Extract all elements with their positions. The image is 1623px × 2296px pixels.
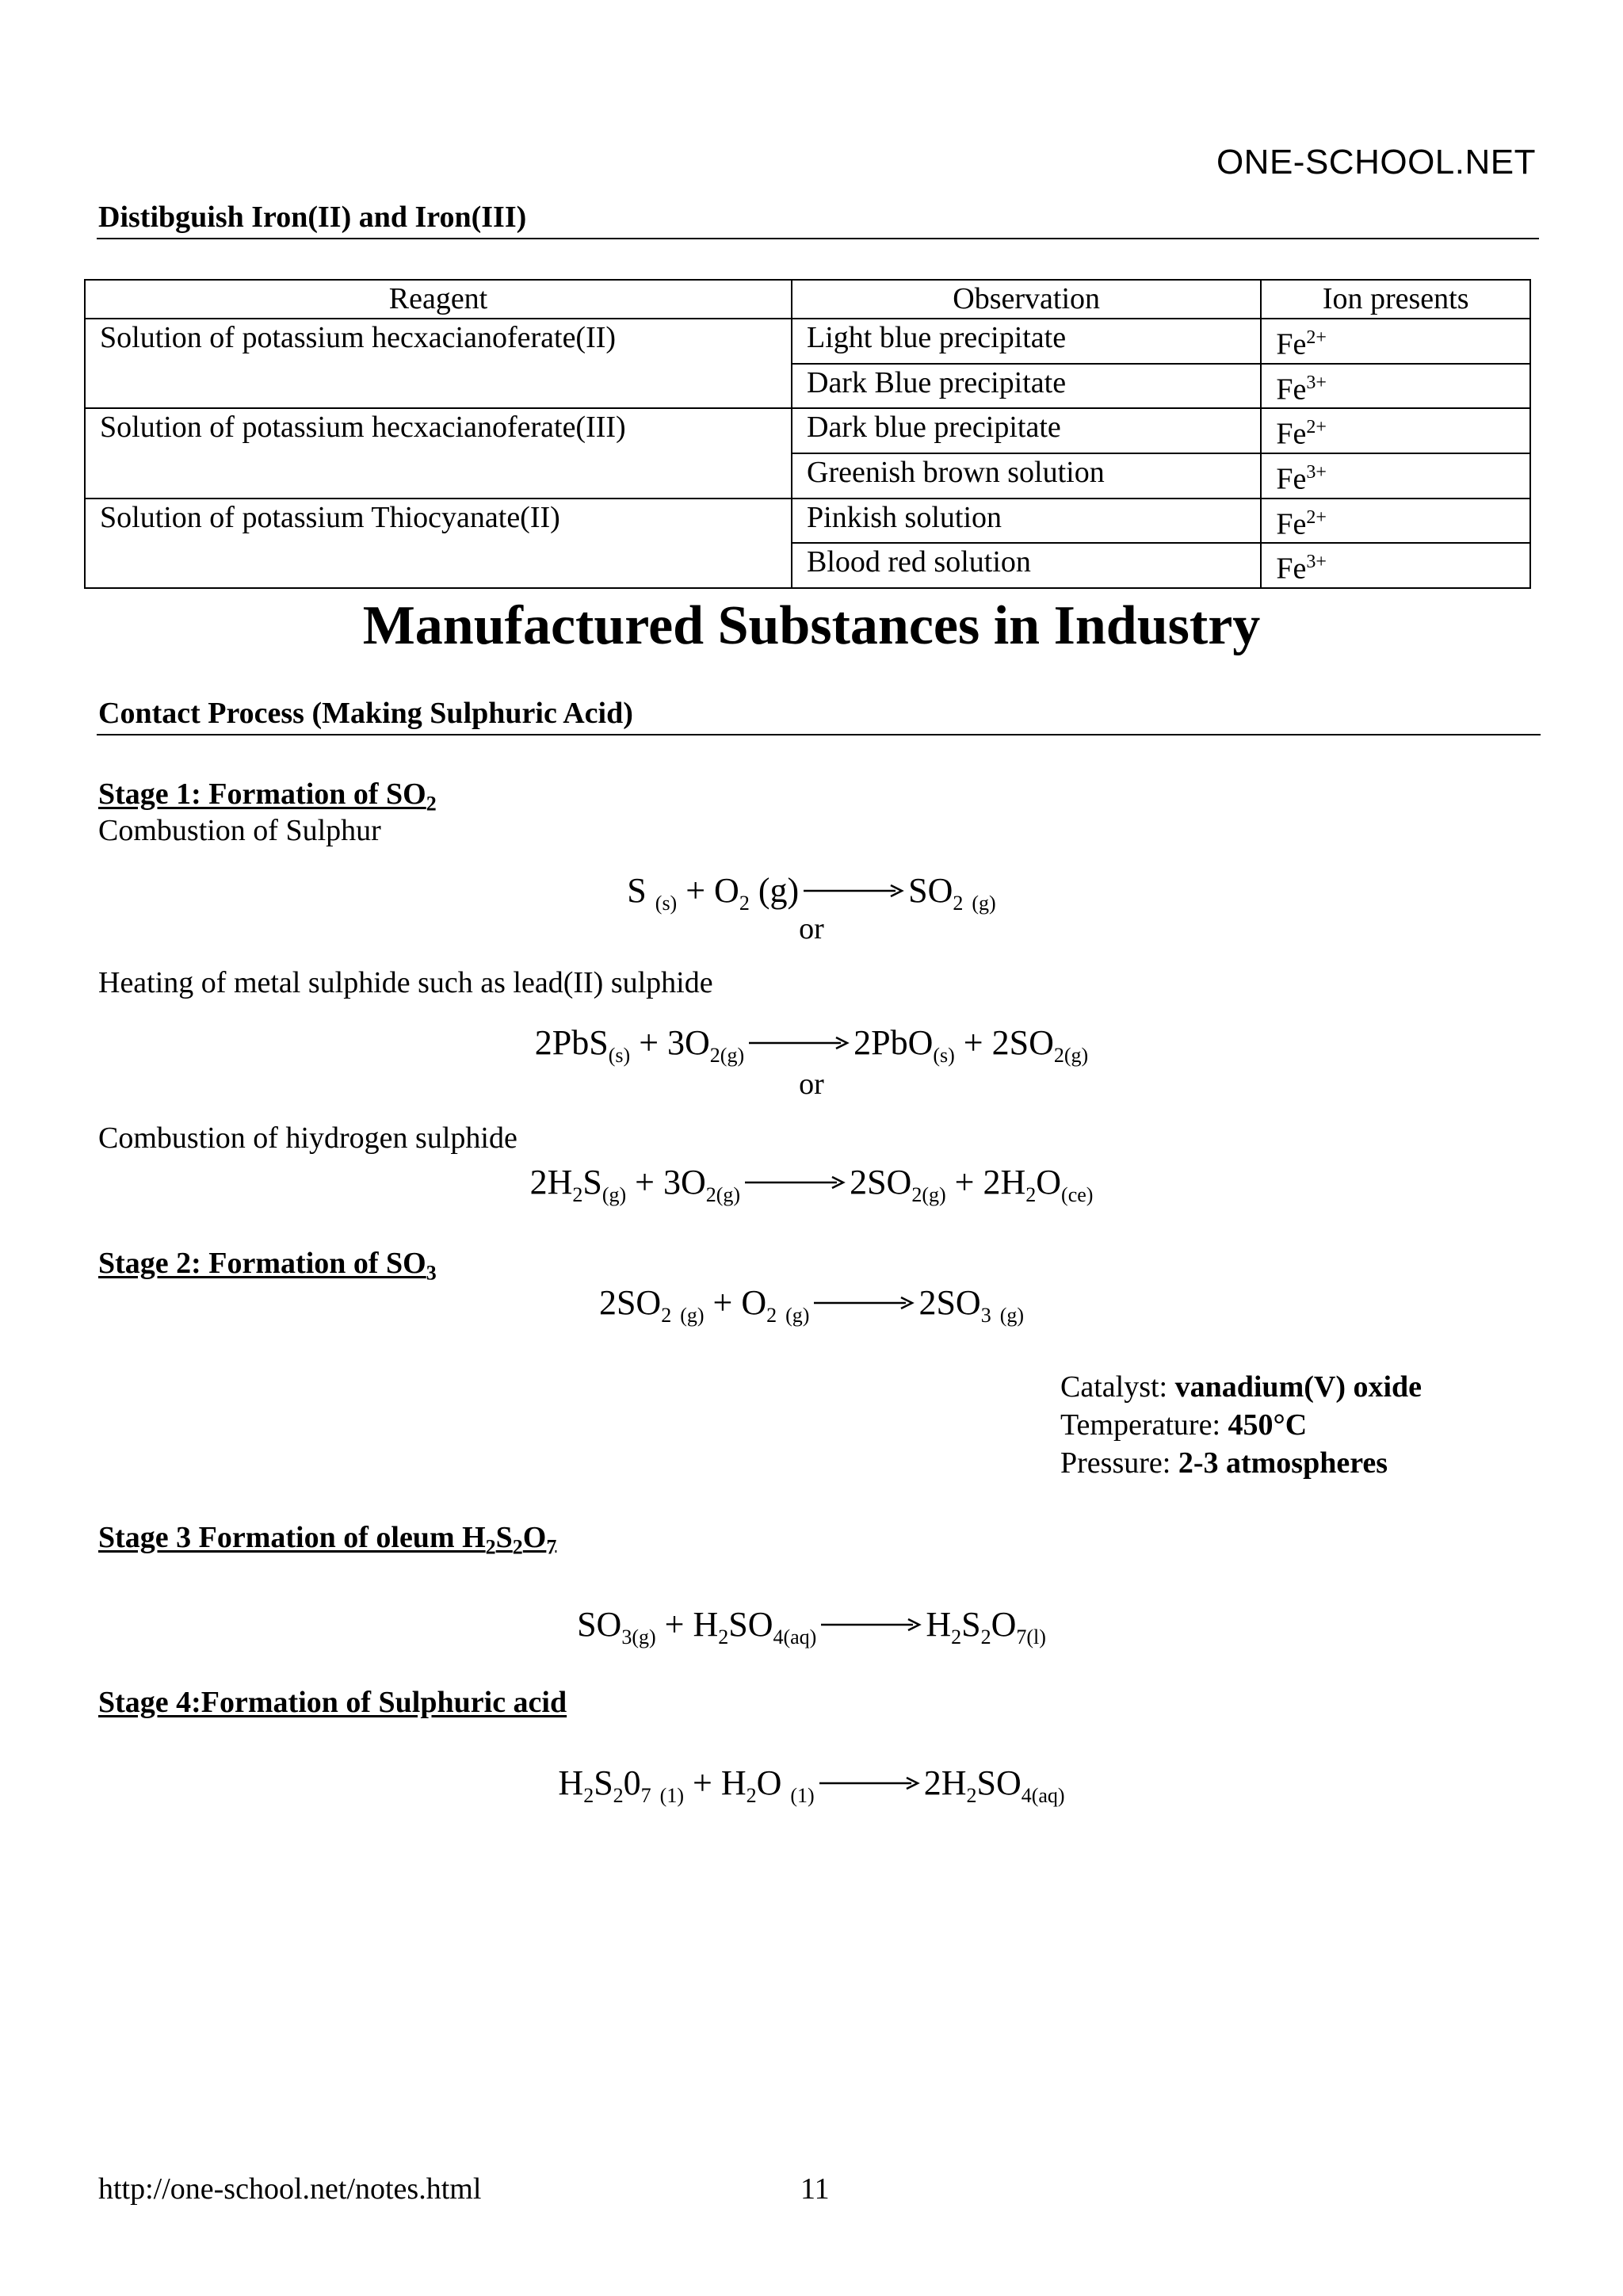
catalyst-label: Catalyst: [1060, 1370, 1175, 1404]
stage1-title [98, 777, 437, 816]
ion-symbol: Fe [1276, 372, 1307, 407]
equation-hydrogen-sulphide: $2H_2S_{(g)} + 3O_{2(g)}$ $2SO_{2(g)} + 2H_2O_{(ce)}$ [529, 1163, 1094, 1206]
arrow-icon [812, 1295, 915, 1311]
pressure-label: Pressure: [1060, 1446, 1178, 1480]
equation-sulphuric-acid: $H_2S_20_7$ $_{(1)} + H_2O$ $_{(1)}$ $2H_2SO_{4(aq)}$ [558, 1763, 1065, 1807]
arrow-icon [802, 883, 905, 899]
observation-cell: Dark Blue precipitate [792, 364, 1261, 409]
ion-charge: 3+ [1306, 552, 1327, 573]
temperature-line [1060, 1406, 1422, 1444]
column-header: Reagent [85, 280, 792, 319]
stage3-title-text: O [522, 1521, 547, 1554]
or-separator: or [799, 912, 824, 946]
ion-cell [1261, 499, 1530, 544]
arrow-icon [743, 1175, 846, 1190]
stage3-title-text: S [495, 1521, 513, 1554]
pressure-line [1060, 1444, 1422, 1482]
equation-oleum-formation: $SO_{3(g)} + H_2SO_{4(aq)}$ $H_2S_2O_{7(l)}$ [577, 1605, 1046, 1648]
observation-cell: Blood red solution [792, 543, 1261, 588]
ion-cell [1261, 408, 1530, 453]
column-header: Ion presents [1261, 280, 1530, 319]
stage3-title-text: Stage 3 Formation of oleum H [98, 1521, 486, 1554]
observation-cell: Dark blue precipitate [792, 408, 1261, 453]
ion-cell [1261, 364, 1530, 409]
catalyst-value: vanadium(V) oxide [1174, 1370, 1423, 1404]
ion-cell [1261, 453, 1530, 499]
stage2-title-subscript: 3 [426, 1261, 437, 1285]
ion-symbol: Fe [1276, 552, 1307, 586]
temperature-label: Temperature: [1060, 1408, 1228, 1442]
table-row [85, 319, 1530, 364]
stage1-title-subscript: 2 [426, 792, 437, 816]
reagent-cell: Solution of potassium hecxacianoferate(II) [85, 319, 792, 408]
stage2-title [98, 1246, 437, 1286]
reaction-conditions [1060, 1368, 1422, 1482]
table-row [85, 408, 1530, 453]
ion-symbol: Fe [1276, 462, 1307, 496]
catalyst-line [1060, 1368, 1422, 1406]
stage3-title [98, 1520, 556, 1560]
pressure-value: 2-3 atmospheres [1178, 1446, 1388, 1480]
ion-charge: 3+ [1306, 372, 1327, 393]
or-separator: or [799, 1068, 824, 1101]
observation-cell: Greenish brown solution [792, 453, 1261, 499]
equation-lead-sulphide: $2PbS_{(s)} + 3O_{2(g)}$ $2PbO_{(s)} + 2SO_{2(g)}$ [534, 1023, 1089, 1067]
stage1-line1: Combustion of Sulphur [98, 814, 381, 847]
observation-cell: Light blue precipitate [792, 319, 1261, 364]
section-divider [97, 734, 1541, 735]
page-title: Manufactured Substances in Industry [362, 595, 1261, 656]
contact-process-title: Contact Process (Making Sulphuric Acid) [98, 697, 633, 730]
site-name: ONE-SCHOOL.NET [1216, 143, 1536, 181]
ion-symbol: Fe [1276, 507, 1307, 541]
reagent-cell: Solution of potassium Thiocyanate(II) [85, 499, 792, 588]
stage1-title-text: Stage 1: Formation of SO [98, 777, 426, 811]
stage1-line3: Combustion of hiydrogen sulphide [98, 1121, 517, 1155]
ion-symbol: Fe [1276, 327, 1307, 361]
iron-section-title: Distibguish Iron(II) and Iron(III) [98, 201, 527, 234]
equation-so3-formation: $2SO_2$ $_{(g)} + O_2$ $_{(g)}$ $2SO_3$ $_{(g)}$ [598, 1283, 1025, 1327]
stage1-line2: Heating of metal sulphide such as lead(II) sulphide [98, 966, 713, 999]
ion-charge: 3+ [1306, 461, 1327, 483]
arrow-icon [747, 1035, 850, 1051]
stage3-title-subscript: 2 [485, 1535, 496, 1559]
iron-test-table [84, 279, 1531, 589]
ion-charge: 2+ [1306, 506, 1327, 528]
equation-sulphur-combustion: S $_{(s)} + O_2$ (g) $SO_2$ $_{(g)}$ [627, 871, 996, 915]
ion-cell [1261, 543, 1530, 588]
footer-url: http://one-school.net/notes.html [98, 2172, 482, 2206]
ion-charge: 2+ [1306, 417, 1327, 438]
table-header-row [85, 280, 1530, 319]
stage3-title-subscript: 2 [512, 1535, 523, 1559]
page-number: 11 [800, 2172, 830, 2206]
temperature-value: 450°C [1228, 1408, 1308, 1442]
reagent-cell: Solution of potassium hecxacianoferate(III) [85, 408, 792, 498]
stage4-title: Stage 4:Formation of Sulphuric acid [98, 1686, 567, 1719]
ion-charge: 2+ [1306, 327, 1327, 348]
stage3-title-subscript: 7 [546, 1535, 557, 1559]
section-divider [97, 238, 1539, 239]
column-header: Observation [792, 280, 1261, 319]
ion-cell [1261, 319, 1530, 364]
stage2-title-text: Stage 2: Formation of SO [98, 1247, 426, 1280]
arrow-icon [818, 1775, 921, 1791]
arrow-icon [819, 1617, 922, 1633]
ion-symbol: Fe [1276, 417, 1307, 451]
observation-cell: Pinkish solution [792, 499, 1261, 544]
table-row [85, 499, 1530, 544]
